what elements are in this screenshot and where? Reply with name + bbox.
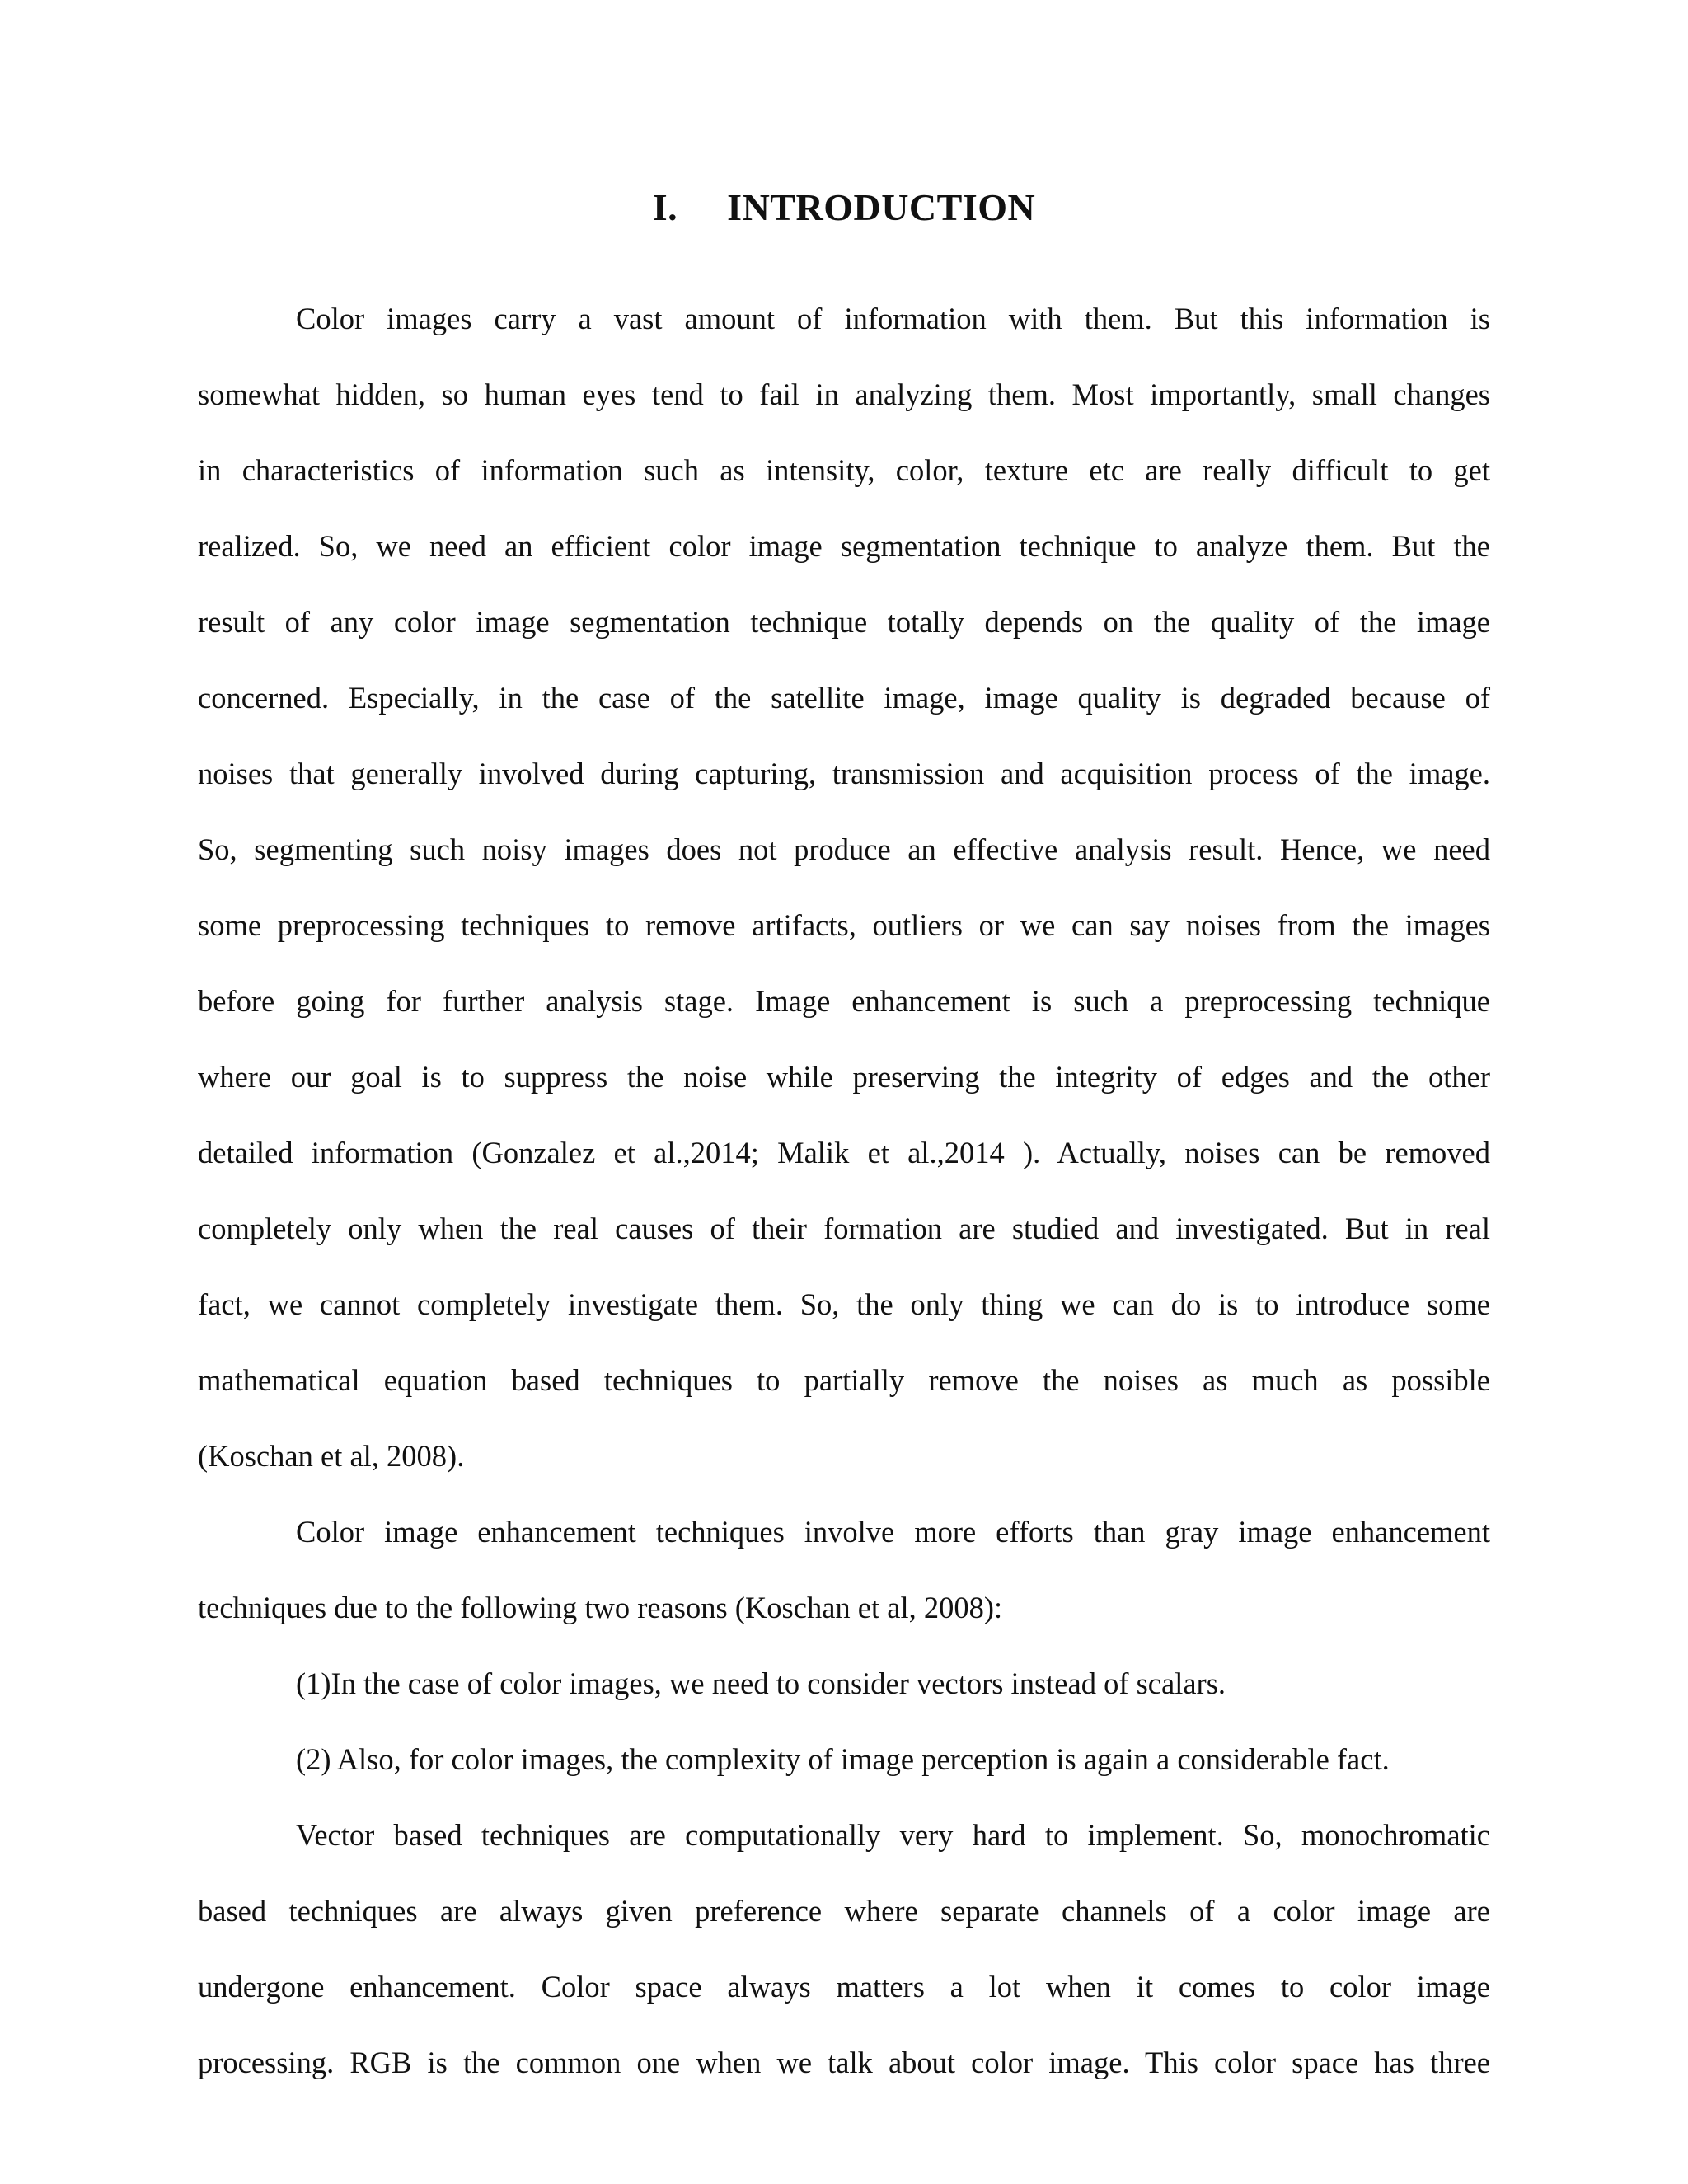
- text-line: Color images carry a vast amount of information with them. But this information is: [296, 302, 1490, 335]
- list-item: (1)In the case of color images, we need to consider vectors instead of scalars.: [296, 1666, 1226, 1700]
- text-line: where our goal is to suppress the noise while preserving the integrity of edges and the other: [198, 1060, 1490, 1094]
- section-title: INTRODUCTION: [727, 186, 1036, 228]
- text-line: realized. So, we need an efficient color image segmentation technique to analyze them. But the: [198, 529, 1490, 563]
- section-heading: [0, 183, 1688, 232]
- text-line: processing. RGB is the common one when we talk about color image. This color space has three: [198, 2046, 1490, 2079]
- text-line: based techniques are always given preference where separate channels of a color image are: [198, 1894, 1490, 1928]
- text-line: undergone enhancement. Color space always matters a lot when it comes to color image: [198, 1970, 1490, 2004]
- text-line: fact, we cannot completely investigate them. So, the only thing we can do is to introduce some: [198, 1287, 1490, 1321]
- text-line: concerned. Especially, in the case of the satellite image, image quality is degraded because of: [198, 681, 1490, 715]
- text-line: before going for further analysis stage. Image enhancement is such a preprocessing technique: [198, 984, 1490, 1018]
- list-item: (2) Also, for color images, the complexity of image perception is again a considerable fact.: [296, 1742, 1390, 1776]
- text-line: completely only when the real causes of their formation are studied and investigated. But in real: [198, 1212, 1490, 1245]
- text-line: mathematical equation based techniques to partially remove the noises as much as possible: [198, 1363, 1490, 1397]
- text-line: (Koschan et al, 2008).: [198, 1439, 465, 1473]
- text-line: result of any color image segmentation technique totally depends on the quality of the image: [198, 605, 1490, 639]
- text-line: Color image enhancement techniques involve more efforts than gray image enhancement: [296, 1515, 1490, 1549]
- text-line: somewhat hidden, so human eyes tend to fail in analyzing them. Most importantly, small changes: [198, 377, 1490, 411]
- text-line: some preprocessing techniques to remove artifacts, outliers or we can say noises from the images: [198, 908, 1490, 942]
- text-line: in characteristics of information such as intensity, color, texture etc are really difficult to get: [198, 453, 1490, 487]
- text-line: noises that generally involved during capturing, transmission and acquisition process of the image.: [198, 757, 1490, 790]
- text-line: techniques due to the following two reasons (Koschan et al, 2008):: [198, 1591, 1003, 1624]
- text-line: Vector based techniques are computationally very hard to implement. So, monochromatic: [296, 1818, 1490, 1852]
- text-line: So, segmenting such noisy images does not produce an effective analysis result. Hence, we need: [198, 832, 1490, 866]
- text-line: detailed information (Gonzalez et al.,2014; Malik et al.,2014 ). Actually, noises can be removed: [198, 1136, 1490, 1169]
- body-text: [198, 294, 1490, 2114]
- section-number: I.: [652, 186, 678, 228]
